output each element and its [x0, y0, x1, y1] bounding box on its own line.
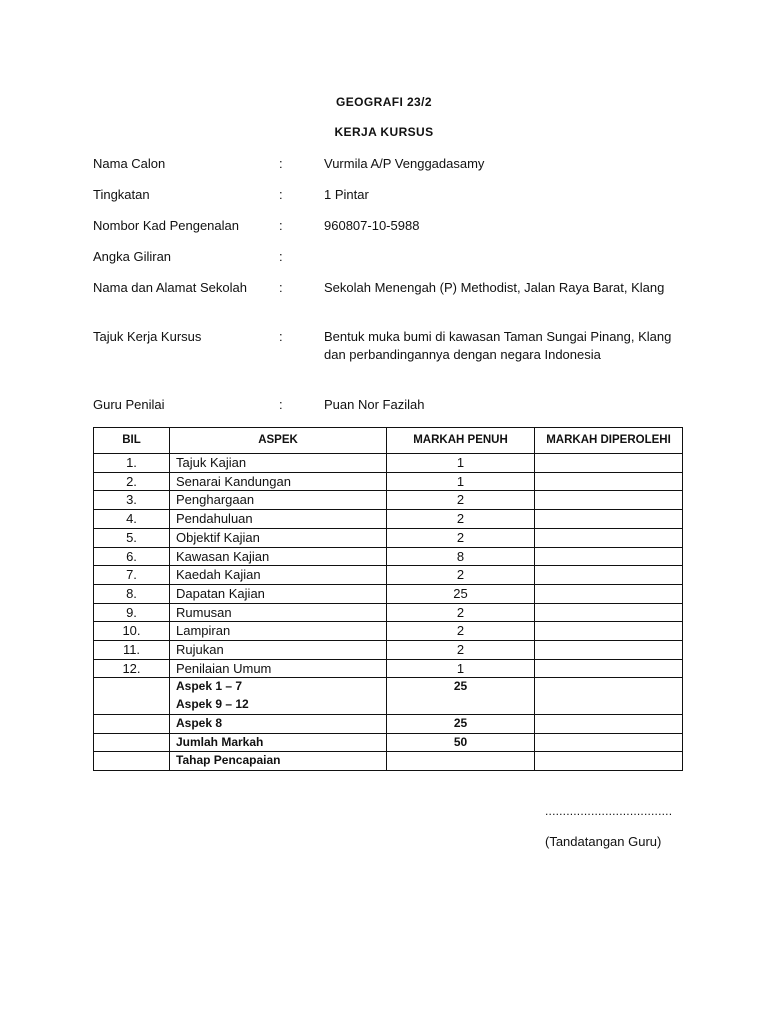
table-header-row: [94, 428, 683, 454]
table-row: [94, 622, 683, 641]
row-aspek: Objektif Kajian: [170, 528, 387, 547]
row-markah-penuh: 2: [387, 510, 535, 529]
row-markah-diperolehi: [535, 547, 683, 566]
table-row: [94, 454, 683, 473]
marks-summary: [94, 678, 683, 771]
row-markah-penuh: 2: [387, 566, 535, 585]
info-label-nama-alamat-sekolah: Nama dan Alamat Sekolah: [93, 280, 247, 295]
row-markah-penuh: 2: [387, 622, 535, 641]
row-bil: 1.: [94, 454, 170, 473]
summary-aspek-group-obtained: [535, 678, 683, 714]
info-value-guru-penilai: Puan Nor Fazilah: [324, 397, 425, 412]
summary-aspek-group-label: [170, 678, 387, 714]
info-label-tajuk-kerja-kursus: Tajuk Kerja Kursus: [93, 329, 202, 344]
row-bil: 5.: [94, 528, 170, 547]
table-row: [94, 584, 683, 603]
summary-aspek8-label: Aspek 8: [170, 714, 387, 733]
summary-jumlah-label: Jumlah Markah: [170, 733, 387, 752]
row-bil: 10.: [94, 622, 170, 641]
info-colon: :: [279, 187, 283, 202]
summary-bil-cell: [94, 752, 170, 771]
row-markah-penuh: 25: [387, 584, 535, 603]
row-markah-penuh: 2: [387, 603, 535, 622]
row-bil: 11.: [94, 641, 170, 660]
info-value-nama-alamat-sekolah: Sekolah Menengah (P) Methodist, Jalan Raya Barat, Klang: [324, 280, 665, 295]
row-bil: 6.: [94, 547, 170, 566]
summary-bil-cell: [94, 733, 170, 752]
table-row: [94, 547, 683, 566]
summary-jumlah-value: 50: [387, 733, 535, 752]
signature-line: ....................................: [545, 804, 673, 818]
table-row: [94, 603, 683, 622]
row-markah-diperolehi: [535, 454, 683, 473]
row-aspek: Pendahuluan: [170, 510, 387, 529]
summary-tahap-value: [387, 752, 535, 771]
header-aspek: ASPEK: [170, 428, 387, 454]
table-row: [94, 510, 683, 529]
row-bil: 12.: [94, 659, 170, 678]
row-markah-diperolehi: [535, 510, 683, 529]
info-label-nombor-kad: Nombor Kad Pengenalan: [93, 218, 239, 233]
row-markah-diperolehi: [535, 584, 683, 603]
document-subtitle: KERJA KURSUS: [334, 125, 434, 139]
info-colon: :: [279, 218, 283, 233]
table-row: [94, 491, 683, 510]
row-markah-diperolehi: [535, 491, 683, 510]
summary-aspek8-value: 25: [387, 714, 535, 733]
row-aspek: Kawasan Kajian: [170, 547, 387, 566]
info-colon: :: [279, 329, 283, 344]
aspek-9-12-label: Aspek 9 – 12: [176, 697, 249, 712]
row-aspek: Penghargaan: [170, 491, 387, 510]
info-value-tingkatan: 1 Pintar: [324, 187, 369, 202]
row-aspek: Dapatan Kajian: [170, 584, 387, 603]
info-value-nama-calon: Vurmila A/P Venggadasamy: [324, 156, 485, 171]
table-row: [94, 528, 683, 547]
row-markah-penuh: 2: [387, 491, 535, 510]
table-row: [94, 659, 683, 678]
row-aspek: Tajuk Kajian: [170, 454, 387, 473]
row-bil: 3.: [94, 491, 170, 510]
row-bil: 4.: [94, 510, 170, 529]
summary-row-aspek-group: [94, 678, 683, 714]
row-markah-diperolehi: [535, 528, 683, 547]
row-aspek: Kaedah Kajian: [170, 566, 387, 585]
info-value-tajuk-kerja-kursus: Bentuk muka bumi di kawasan Taman Sungai Pinang, Klang dan perbandingannya dengan negara Indonesia: [324, 329, 672, 362]
marks-table: [93, 427, 683, 771]
table-row: [94, 566, 683, 585]
table-row: [94, 641, 683, 660]
row-aspek: Senarai Kandungan: [170, 472, 387, 491]
aspek-1-7-label: Aspek 1 – 7: [176, 679, 243, 694]
row-markah-penuh: 1: [387, 659, 535, 678]
row-aspek: Rujukan: [170, 641, 387, 660]
summary-bil-cell: [94, 678, 170, 714]
row-markah-diperolehi: [535, 622, 683, 641]
info-colon: :: [279, 249, 283, 264]
row-aspek: Rumusan: [170, 603, 387, 622]
row-markah-penuh: 1: [387, 472, 535, 491]
row-markah-penuh: 2: [387, 528, 535, 547]
marks-table-body: [94, 454, 683, 678]
row-markah-penuh: 2: [387, 641, 535, 660]
header-markah-diperolehi: MARKAH DIPEROLEHI: [535, 428, 683, 454]
summary-aspek-group-value: 25: [387, 678, 535, 714]
info-label-tingkatan: Tingkatan: [93, 187, 150, 202]
summary-tahap-obtained: [535, 752, 683, 771]
row-aspek: Penilaian Umum: [170, 659, 387, 678]
row-markah-diperolehi: [535, 641, 683, 660]
summary-aspek8-obtained: [535, 714, 683, 733]
info-colon: :: [279, 397, 283, 412]
info-label-angka-giliran: Angka Giliran: [93, 249, 172, 264]
document-title: GEOGRAFI 23/2: [336, 95, 432, 109]
table-row: [94, 472, 683, 491]
row-markah-diperolehi: [535, 566, 683, 585]
summary-row-aspek8: [94, 714, 683, 733]
row-bil: 9.: [94, 603, 170, 622]
row-markah-diperolehi: [535, 603, 683, 622]
info-value-nombor-kad: 960807-10-5988: [324, 218, 420, 233]
summary-row-jumlah: [94, 733, 683, 752]
row-markah-penuh: 1: [387, 454, 535, 473]
row-bil: 7.: [94, 566, 170, 585]
row-markah-penuh: 8: [387, 547, 535, 566]
info-colon: :: [279, 280, 283, 295]
info-colon: :: [279, 156, 283, 171]
summary-row-tahap: [94, 752, 683, 771]
summary-jumlah-obtained: [535, 733, 683, 752]
header-markah-penuh: MARKAH PENUH: [387, 428, 535, 454]
row-markah-diperolehi: [535, 472, 683, 491]
info-label-guru-penilai: Guru Penilai: [93, 397, 165, 412]
row-bil: 8.: [94, 584, 170, 603]
signature-label: (Tandatangan Guru): [545, 834, 662, 849]
row-aspek: Lampiran: [170, 622, 387, 641]
header-bil: BIL: [94, 428, 170, 454]
summary-tahap-label: Tahap Pencapaian: [170, 752, 387, 771]
row-bil: 2.: [94, 472, 170, 491]
info-label-nama-calon: Nama Calon: [93, 156, 166, 171]
summary-bil-cell: [94, 714, 170, 733]
row-markah-diperolehi: [535, 659, 683, 678]
